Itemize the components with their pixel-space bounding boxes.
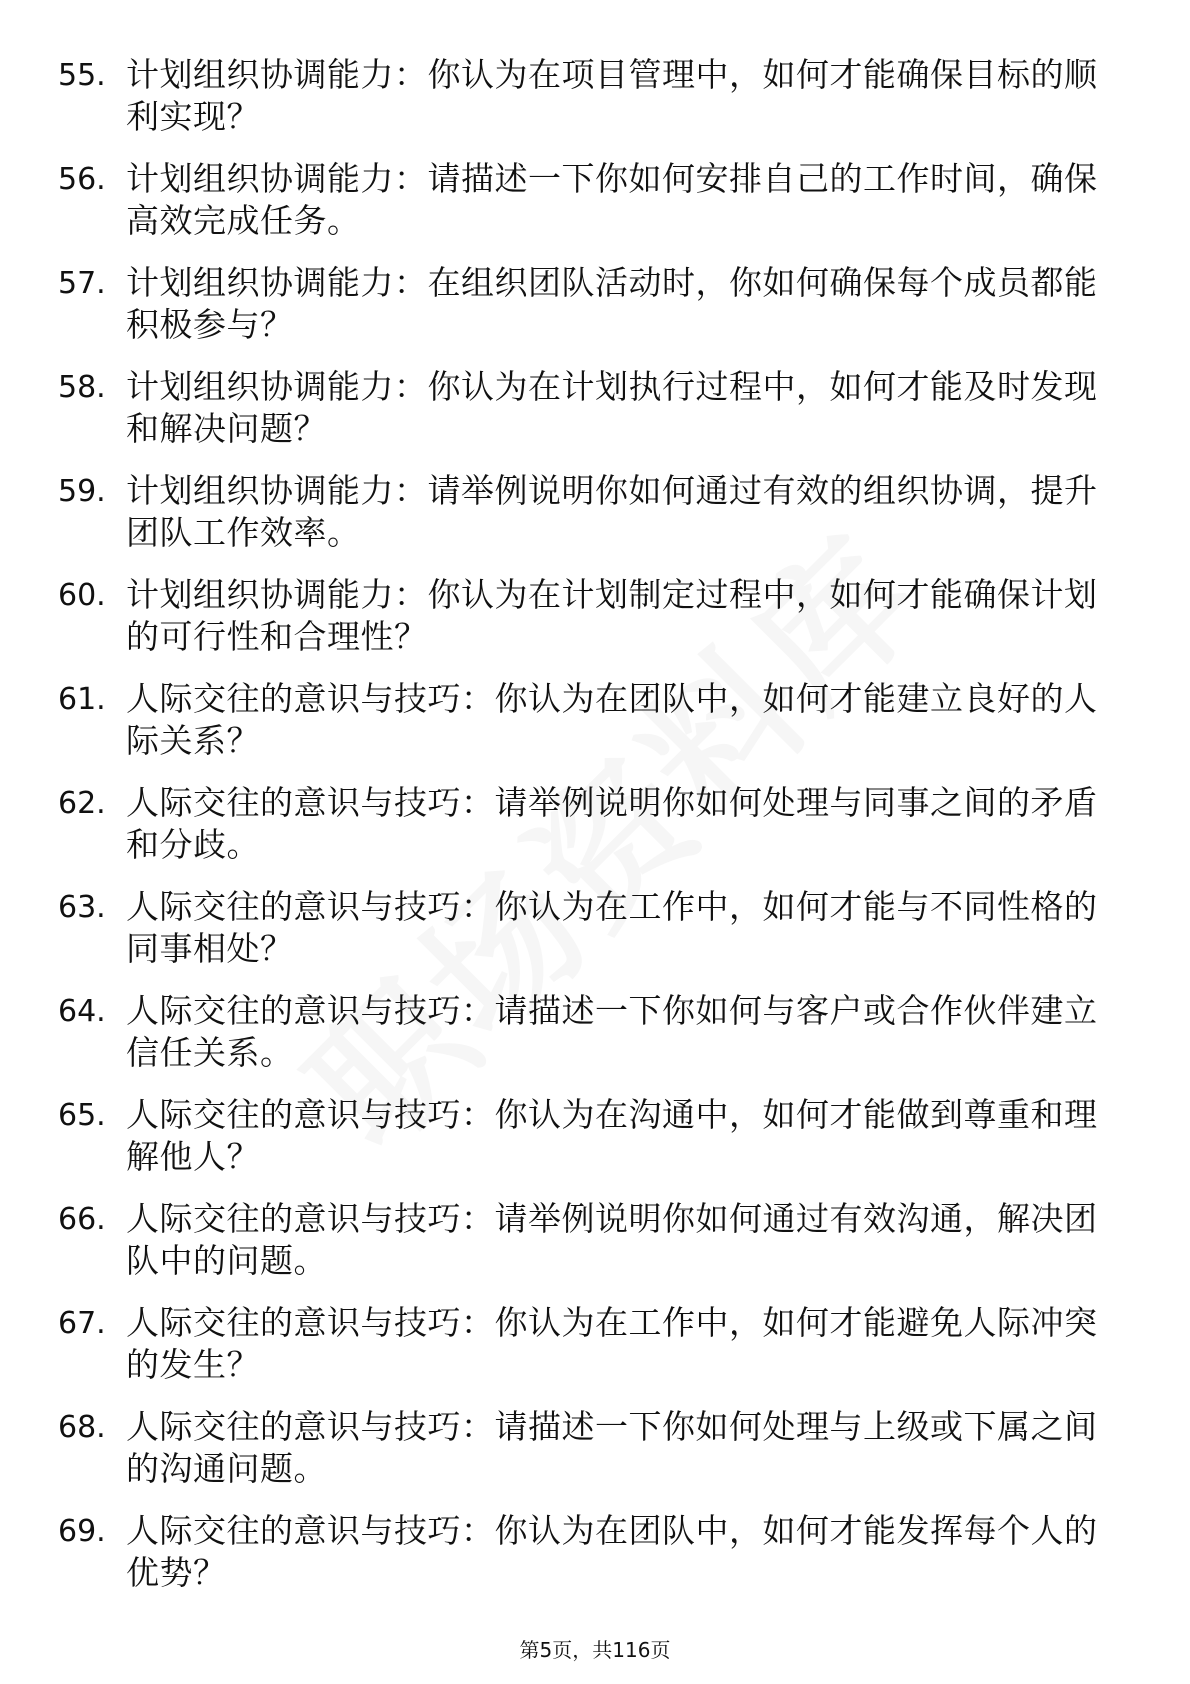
question-number: 61. [58,682,106,717]
question-text: 人际交往的意识与技巧：请举例说明你如何处理与同事之间的矛盾和分歧。 [126,783,1098,864]
page-number-footer: 第5页，共116页 [519,1638,671,1662]
question-item [0,566,1190,670]
question-text: 人际交往的意识与技巧：请描述一下你如何处理与上级或下属之间的沟通问题。 [126,1407,1098,1488]
question-item [0,1190,1190,1294]
question-number: 62. [58,786,106,821]
question-item [0,1502,1190,1606]
question-number: 64. [58,994,106,1029]
question-text: 人际交往的意识与技巧：你认为在团队中，如何才能发挥每个人的优势？ [126,1511,1098,1592]
question-number: 58. [58,370,106,405]
question-item [0,774,1190,878]
question-text: 计划组织协调能力：你认为在计划制定过程中，如何才能确保计划的可行性和合理性？ [126,575,1098,656]
question-number: 68. [58,1410,106,1445]
question-text: 计划组织协调能力：你认为在计划执行过程中，如何才能及时发现和解决问题？ [126,367,1098,448]
question-item [0,254,1190,358]
question-list [0,46,1190,1606]
question-item [0,1294,1190,1398]
question-number: 63. [58,890,106,925]
question-text: 人际交往的意识与技巧：请举例说明你如何通过有效沟通，解决团队中的问题。 [126,1199,1098,1280]
question-text: 人际交往的意识与技巧：你认为在工作中，如何才能避免人际冲突的发生？ [126,1303,1098,1384]
question-item [0,670,1190,774]
question-item [0,1086,1190,1190]
question-number: 66. [58,1202,106,1237]
question-item [0,150,1190,254]
question-text: 人际交往的意识与技巧：你认为在沟通中，如何才能做到尊重和理解他人？ [126,1095,1098,1176]
question-text: 计划组织协调能力：在组织团队活动时，你如何确保每个成员都能积极参与？ [126,263,1098,344]
question-number: 60. [58,578,106,613]
question-item [0,46,1190,150]
question-item [0,878,1190,982]
question-number: 65. [58,1098,106,1133]
question-text: 计划组织协调能力：你认为在项目管理中，如何才能确保目标的顺利实现？ [126,55,1098,136]
question-number: 57. [58,266,106,301]
question-number: 69. [58,1514,106,1549]
question-number: 56. [58,162,106,197]
question-number: 67. [58,1306,106,1341]
question-number: 59. [58,474,106,509]
question-text: 计划组织协调能力：请举例说明你如何通过有效的组织协调，提升团队工作效率。 [126,471,1098,552]
question-text: 计划组织协调能力：请描述一下你如何安排自己的工作时间，确保高效完成任务。 [126,159,1098,240]
question-number: 55. [58,58,106,93]
question-item [0,462,1190,566]
question-item [0,982,1190,1086]
question-text: 人际交往的意识与技巧：你认为在团队中，如何才能建立良好的人际关系？ [126,679,1098,760]
question-item [0,358,1190,462]
question-text: 人际交往的意识与技巧：你认为在工作中，如何才能与不同性格的同事相处？ [126,887,1098,968]
question-item [0,1398,1190,1502]
question-text: 人际交往的意识与技巧：请描述一下你如何与客户或合作伙伴建立信任关系。 [126,991,1098,1072]
